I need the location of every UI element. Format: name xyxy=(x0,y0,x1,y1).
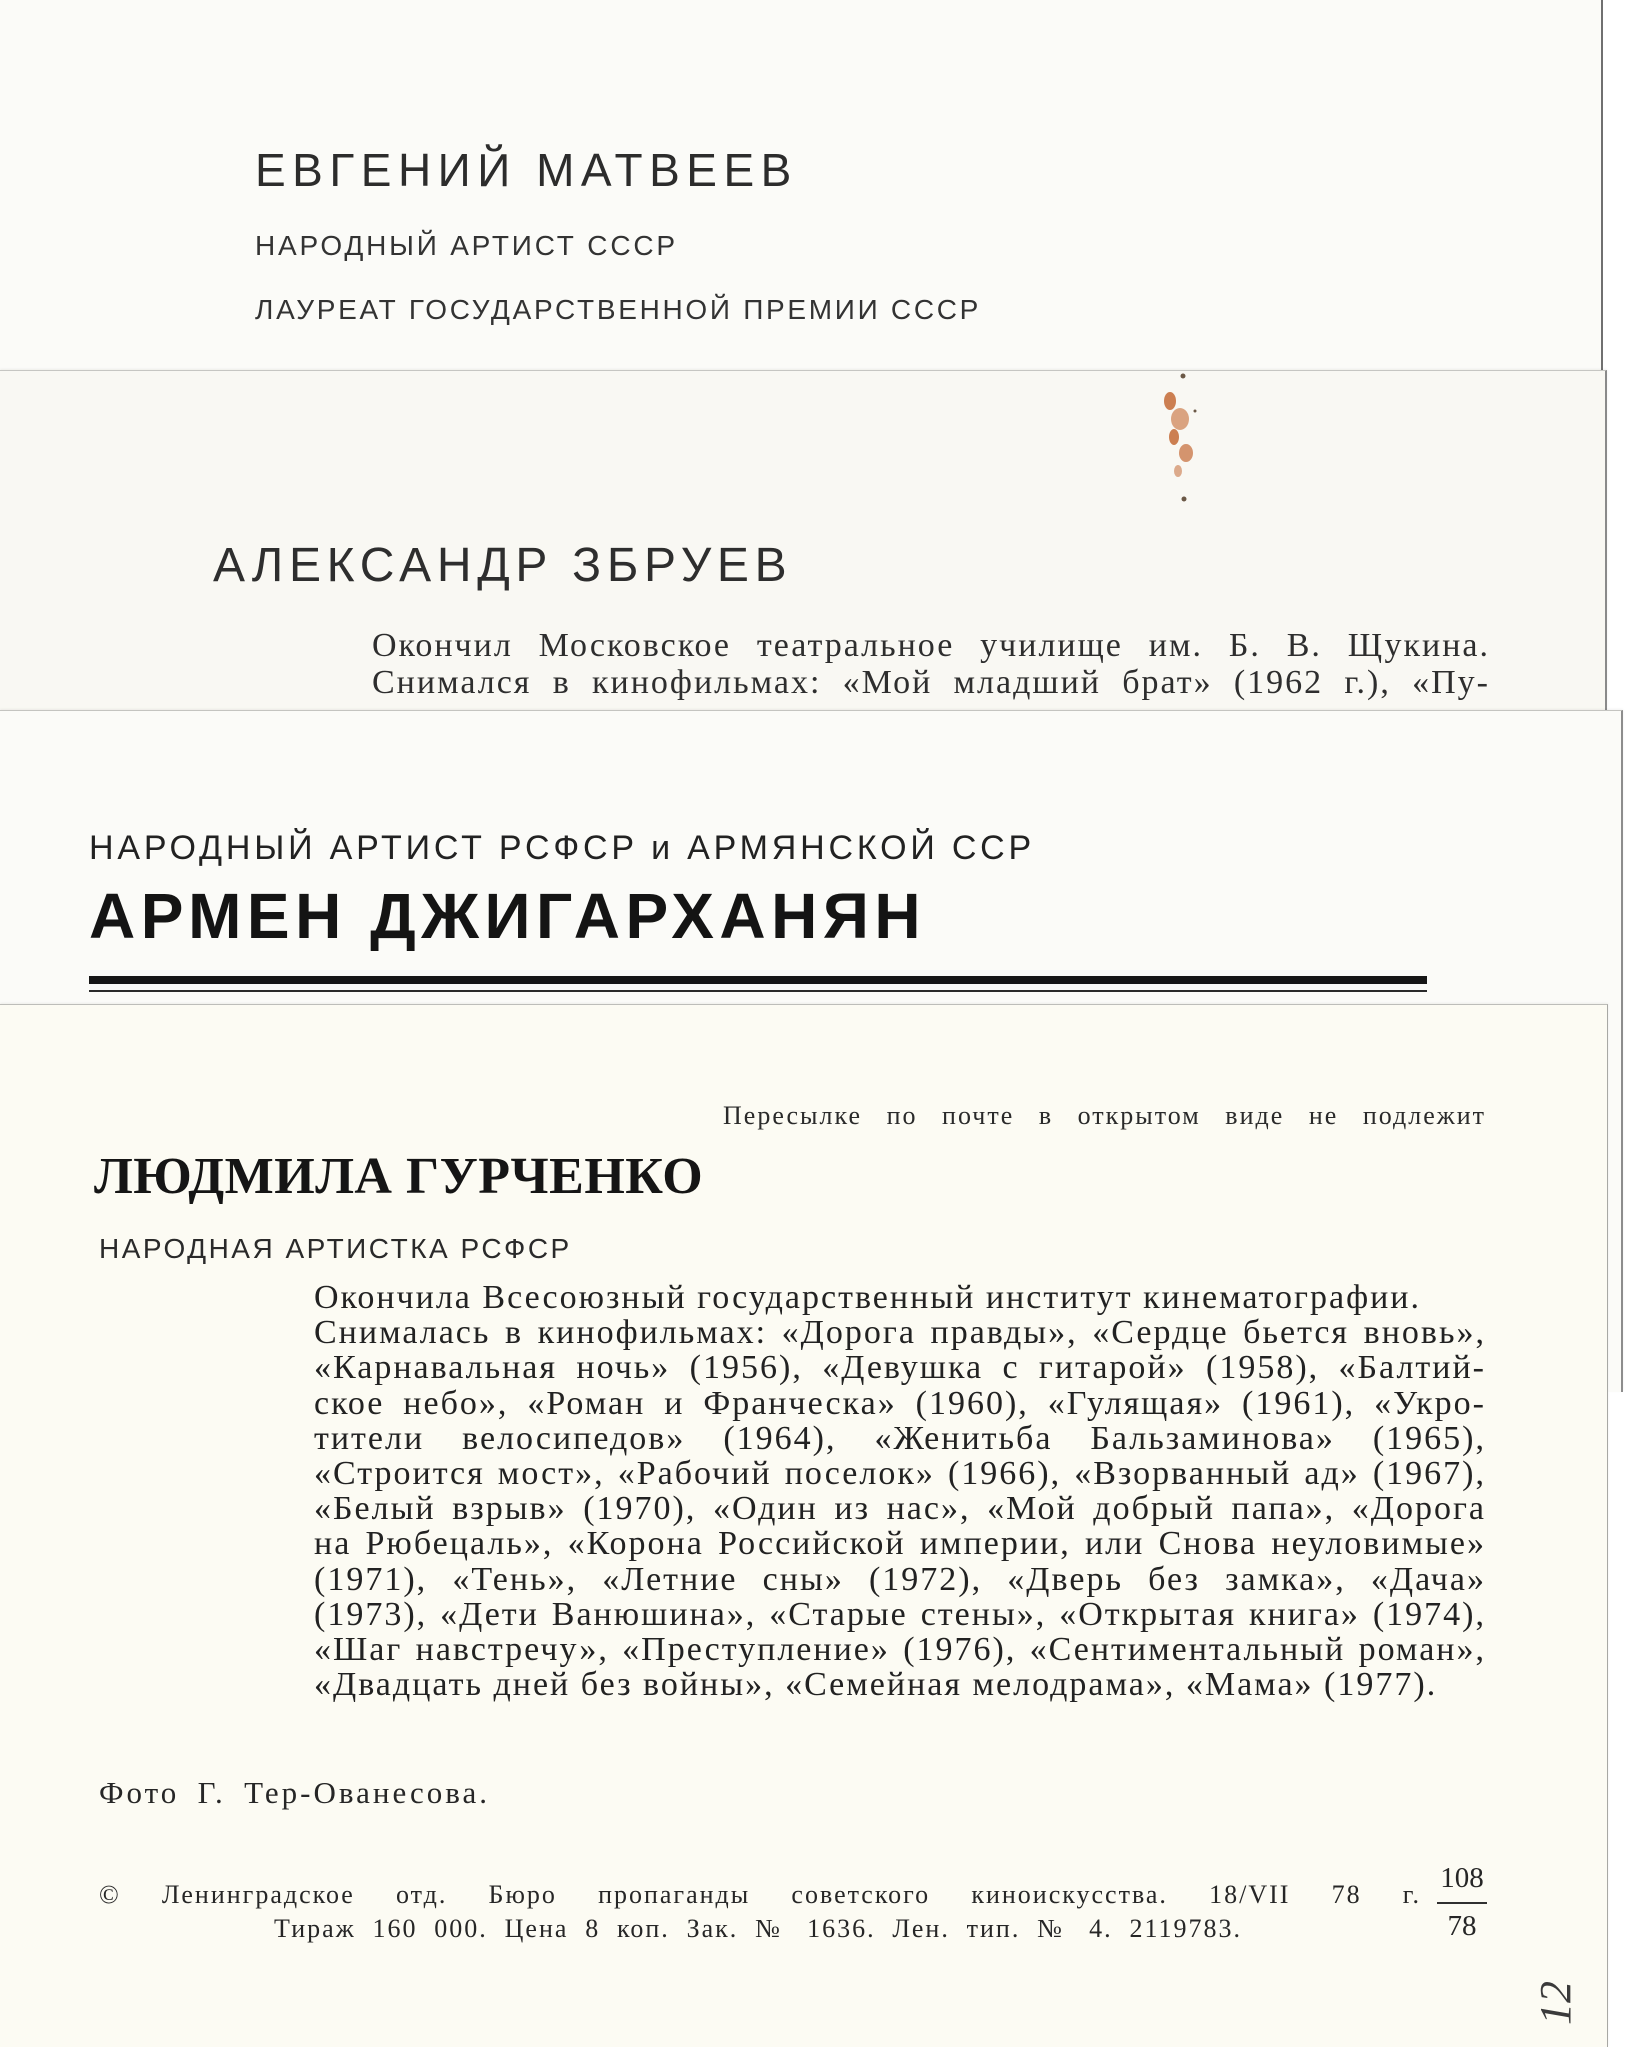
stain-spot xyxy=(1174,465,1182,477)
photo-credit: Фото Г. Тер-Ованесова. xyxy=(99,1775,490,1810)
actor-title: НАРОДНАЯ АРТИСТКА РСФСР xyxy=(99,1233,572,1264)
bio-line: «Двадцать дней без войны», «Семейная мелодрама», «Мама» (1977). xyxy=(314,1666,1438,1704)
stain-mark xyxy=(1140,371,1230,521)
catalog-number-top: 108 xyxy=(1440,1862,1484,1894)
actor-name: АЛЕКСАНДР ЗБРУЕВ xyxy=(213,539,793,592)
postcard-gurchenko xyxy=(0,1004,1608,2047)
bio-line: тители велосипедов» (1964), «Женитьба Бальзаминова» (1965), xyxy=(314,1419,1486,1457)
actor-title: НАРОДНЫЙ АРТИСТ СССР xyxy=(255,230,678,261)
heading-rule-thick xyxy=(89,976,1427,984)
bio-line: Снимался в кинофильмах: «Мой младший брат» (1962 г.), «Пу- xyxy=(372,664,1490,701)
bio-line: Снималась в кинофильмах: «Дорога правды», «Сердце бьется вновь», xyxy=(314,1314,1486,1352)
publisher-imprint: © Ленинградское отд. Бюро пропаганды советского киноискусства. 18/VII 78 г. xyxy=(99,1880,1421,1909)
actor-name: АРМЕН ДЖИГАРХАНЯН xyxy=(89,880,927,952)
heading-rule-thin xyxy=(89,990,1427,992)
bio-line: на Рюбецаль», «Корона Российской империи, или Снова неуловимые» xyxy=(314,1525,1486,1563)
bio-line: Окончил Московское театральное училище им. Б. В. Щукина. xyxy=(372,627,1490,664)
handwritten-mark: 12 xyxy=(1531,1981,1580,2025)
actor-name: ЛЮДМИЛА ГУРЧЕНКО xyxy=(94,1148,704,1205)
stain-spot xyxy=(1179,444,1193,462)
stain-spot xyxy=(1182,497,1187,502)
catalog-fraction-bar xyxy=(1437,1902,1487,1904)
actor-title: НАРОДНЫЙ АРТИСТ РСФСР и АРМЯНСКОЙ ССР xyxy=(89,829,1036,867)
mail-notice: Пересылке по почте в открытом виде не подлежит xyxy=(723,1101,1486,1130)
bio-line: «Шаг навстречу», «Преступление» (1976), «Сентиментальный роман», xyxy=(314,1631,1486,1668)
bio-line: «Карнавальная ночь» (1956), «Девушка с гитарой» (1958), «Балтий- xyxy=(314,1349,1486,1387)
stain-spot xyxy=(1164,392,1176,410)
bio-line: (1973), «Дети Ванюшина», «Старые стены», «Открытая книга» (1974), xyxy=(314,1595,1486,1633)
stain-spot xyxy=(1194,410,1197,413)
bio-line: «Строится мост», «Рабочий поселок» (1966), «Взорванный ад» (1967), xyxy=(314,1455,1486,1492)
actor-name: ЕВГЕНИЙ МАТВЕЕВ xyxy=(255,144,798,196)
bio-line: (1971), «Тень», «Летние сны» (1972), «Дверь без замка», «Дача» xyxy=(314,1560,1486,1598)
actor-award: ЛАУРЕАТ ГОСУДАРСТВЕННОЙ ПРЕМИИ СССР xyxy=(255,294,982,325)
bio-line: «Белый взрыв» (1970), «Один из нас», «Мой добрый папа», «Дорога xyxy=(314,1490,1486,1528)
bio-line: Окончила Всесоюзный государственный институт кинематографии. xyxy=(314,1279,1421,1316)
stain-spot xyxy=(1181,374,1186,379)
print-run-info: Тираж 160 000. Цена 8 коп. Зак. № 1636. Лен. тип. № 4. 2119783. xyxy=(274,1914,1242,1943)
catalog-number-bottom: 78 xyxy=(1447,1910,1477,1942)
bio-line: ское небо», «Роман и Франческа» (1960), «Гулящая» (1961), «Укро- xyxy=(314,1384,1486,1422)
postcard-matveev xyxy=(0,0,1603,420)
stain-spot xyxy=(1171,408,1189,430)
stain-spot xyxy=(1169,429,1179,445)
